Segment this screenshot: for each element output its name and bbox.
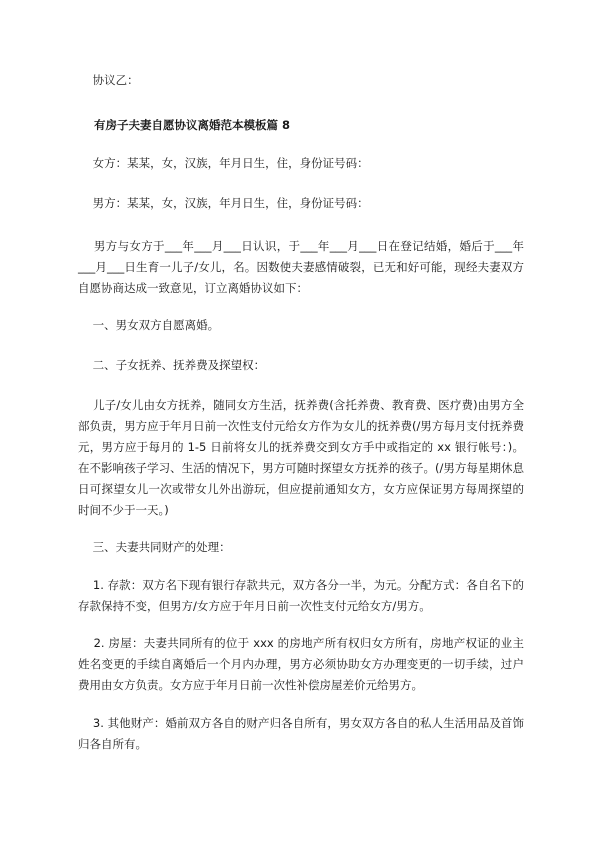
document-title: 有房子夫妻自愿协议离婚范本模板篇 8 xyxy=(78,118,291,132)
clause-3-1-savings: 1. 存款：双方名下现有银行存款共元，双方各分一半，为元。分配方式：各自名下的存款保持不变，但男方/女方应于年月日前一次性支付元给女方/男方。 xyxy=(78,578,525,613)
clause-1: 一、男女双方自愿离婚。 xyxy=(78,318,220,332)
clause-2-heading: 二、子女抚养、抚养费及探望权： xyxy=(78,358,266,372)
female-party-line: 女方：某某，女，汉族，年月日生，住，身份证号码： xyxy=(78,156,369,170)
intro-paragraph: 男方与女方于___年___月___日认识，于___年___月___日在登记结婚，婚后于___年___月___日生育一儿子/女儿，名。因数使夫妻感情破裂，已无和好可能，现经夫妻双方自愿协商达成一致意见，订立离婚协议如下： xyxy=(78,239,525,295)
clause-2-body: 儿子/女儿由女方抚养，随同女方生活，抚养费(含托养费、教育费、医疗费)由男方全部负责，男方应于年月日前一次性支付元给女方作为女儿的抚养费(/男方每月支付抚养费元，男方应于每月的 1-5 日前将女儿的抚养费交到女方手中或指定的 xx 银行帐号：)。在不影响孩子学习、生活的情况下，男方可随时探望女方抚养的孩子。(/男方每星期休息日可探望女儿一次或带女儿外出游玩，但应提前通知女方，女方应保证男方每周探望的时间不少于一天。) xyxy=(78,398,525,517)
male-party-line: 男方：某某，女，汉族，年月日生，住，身份证号码： xyxy=(78,196,369,210)
clause-3-heading: 三、夫妻共同财产的处理： xyxy=(78,540,231,554)
clause-3-2-house: 2. 房屋：夫妻共同所有的位于 xxx 的房地产所有权归女方所有，房地产权证的业主姓名变更的手续自离婚后一个月内办理，男方必须协助女方办理变更的一切手续，过户费用由女方负责。女方应于年月日前一次性补偿房屋差价元给男方。 xyxy=(78,636,525,692)
party-b-label: 协议乙： xyxy=(78,73,139,87)
clause-3-3-other-property: 3. 其他财产：婚前双方各自的财产归各自所有，男女双方各自的私人生活用品及首饰归各自所有。 xyxy=(78,716,525,751)
